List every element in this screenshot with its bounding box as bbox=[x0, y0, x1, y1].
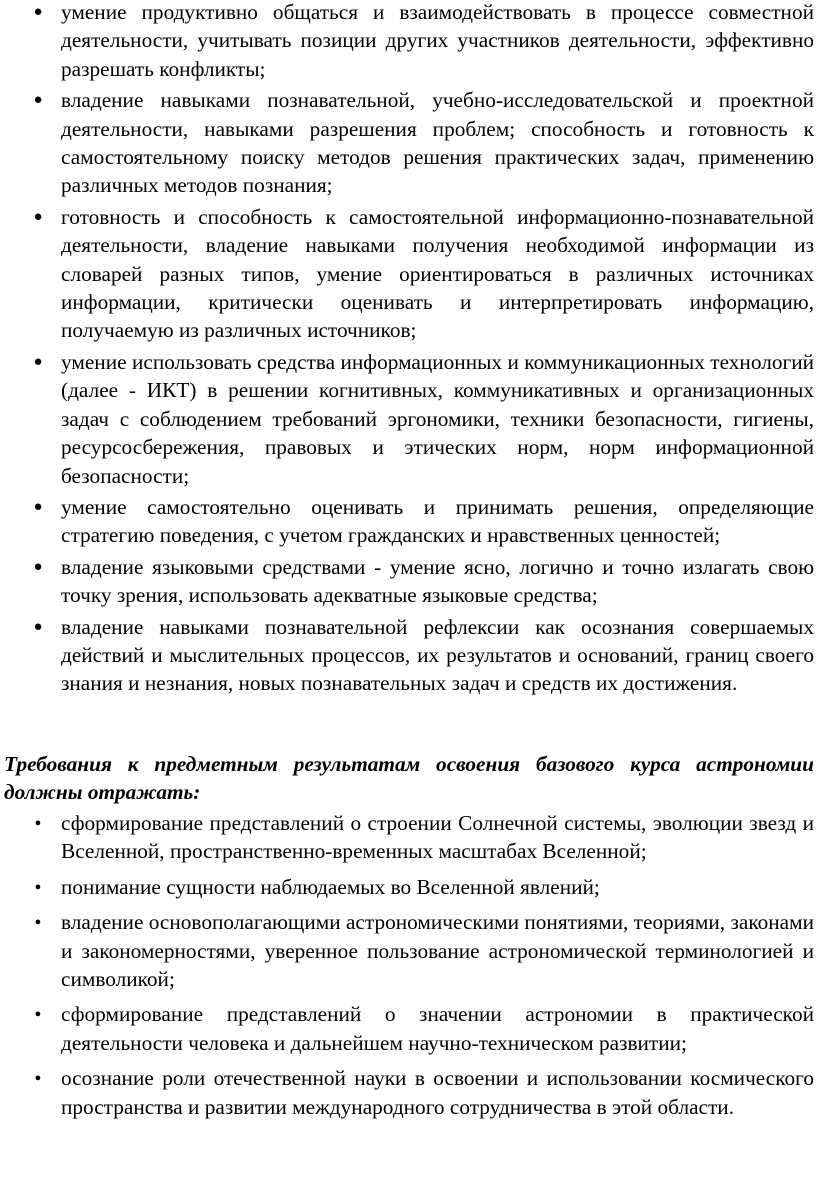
list-item-text: владение навыками познавательной, учебно-исследовательской и проектной деятельности, навыками разрешения проблем; способность и готовность к самостоятельному поиску методов решения практических задач, применению различных методов познания; bbox=[61, 88, 814, 198]
section-heading: Требования к предметным результатам освоения базового курса астрономии должны отражать: bbox=[4, 752, 814, 805]
bullet-icon: ● bbox=[33, 208, 43, 225]
list-item bbox=[0, 873, 816, 901]
list-item bbox=[0, 908, 816, 993]
bullet-icon: ● bbox=[33, 498, 43, 515]
bullet-icon: ● bbox=[33, 92, 43, 109]
subject-results-list bbox=[0, 809, 816, 1128]
bullet-icon: ● bbox=[34, 1008, 42, 1021]
list-item-text: умение самостоятельно оценивать и принимать решения, определяющие стратегию поведения, с учетом гражданских и нравственных ценностей; bbox=[61, 494, 814, 548]
list-item bbox=[0, 1064, 816, 1121]
list-item-text: осознание роли отечественной науки в освоении и использовании космического пространства и развитии международного сотрудничества в этой области. bbox=[61, 1066, 814, 1119]
list-item-text: умение использовать средства информационных и коммуникационных технологий (далее - ИКТ) в решении когнитивных, коммуникативных и организационных задач с соблюдением требований эргономики, техники безопасности, гигиены, ресурсосбережения, правовых и этических норм, норм информационной безопасности; bbox=[61, 349, 814, 488]
bullet-icon: ● bbox=[34, 1072, 42, 1085]
list-item-text: сформирование представлений о значении астрономии в практической деятельности человека и дальнейшем научно-техническом развитии; bbox=[61, 1002, 814, 1055]
bullet-icon: ● bbox=[34, 916, 42, 929]
list-item-text: владение основополагающими астрономическими понятиями, теориями, законами и закономерностями, уверенное пользование астрономической терминологией и символикой; bbox=[61, 910, 814, 992]
list-item bbox=[0, 553, 816, 610]
list-item bbox=[0, 613, 816, 698]
list-item bbox=[0, 0, 816, 83]
bullet-icon: ● bbox=[33, 353, 43, 370]
bullet-icon: ● bbox=[33, 558, 43, 575]
bullet-icon: ● bbox=[34, 880, 42, 893]
list-item-text: владение навыками познавательной рефлексии как осознания совершаемых действий и мыслительных процессов, их результатов и оснований, границ своего знания и незнания, новых познавательных задач и средств их достижения. bbox=[61, 614, 814, 696]
list-item-text: владение языковыми средствами - умение ясно, логично и точно излагать свою точку зрения, использовать адекватные языковые средства; bbox=[61, 554, 814, 608]
list-item-text: сформирование представлений о строении Солнечной системы, эволюции звезд и Вселенной, пространственно-временных масштабах Вселенной; bbox=[61, 811, 814, 864]
bullet-icon: ● bbox=[33, 618, 43, 635]
list-item bbox=[0, 86, 816, 200]
bullet-icon: ● bbox=[33, 4, 43, 20]
list-item-text: понимание сущности наблюдаемых во Вселенной явлений; bbox=[61, 874, 600, 899]
bullet-icon: ● bbox=[34, 817, 42, 829]
list-item-text: умение продуктивно общаться и взаимодействовать в процессе совместной деятельности, учитывать позиции других участников деятельности, эффективно разрешать конфликты; bbox=[61, 0, 814, 81]
list-item-text: готовность и способность к самостоятельной информационно-познавательной деятельности, владение навыками получения необходимой информации из словарей разных типов, умение ориентироваться в различных источниках информации, критически оценивать и интерпретировать информацию, получаемую из различных источников; bbox=[61, 204, 814, 343]
list-item bbox=[0, 203, 816, 345]
list-item bbox=[0, 493, 816, 550]
list-item bbox=[0, 809, 816, 866]
list-item bbox=[0, 1000, 816, 1057]
list-item bbox=[0, 348, 816, 490]
